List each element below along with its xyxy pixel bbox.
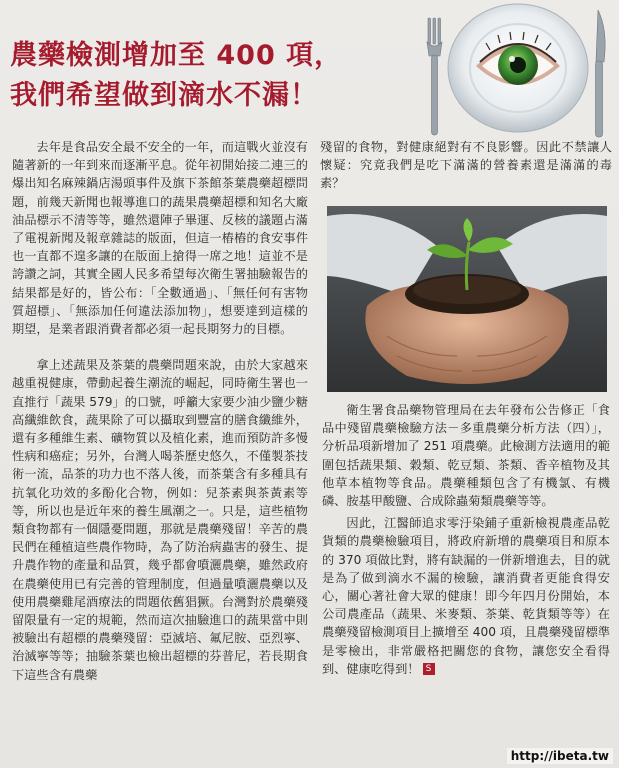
paragraph-text: 因此，江醫師追求零汙染鋪子重新檢視農產品乾貨類的農藥檢驗項目，將政府新增的農藥項目和原本的 370 項做比對，將有缺漏的一併新增進去，目的就是為了做到滴水不漏的檢驗，讓消費者更能食得安心，關心著社會大眾的健康！即今年四月份開始，本公司農產品（蔬果、米麥類、茶葉、乾貨類等等）在農藥殘留檢測項目上擴增至 400 項，且農藥殘留標準是零檢出，非常嚴格把關您的食物，讓您安全看得到、健康吃得到！: [322, 516, 610, 676]
watermark: http://ibeta.tw: [507, 748, 613, 764]
paragraph: 拿上述蔬果及茶葉的農藥問題來說，由於大家越來越重視健康，帶動起養生潮流的崛起，同時衛生署也一直推行「蔬果 579」的口號，呼籲大家要少油少鹽少糖高纖維飲食，蔬果除了可以攝取到豐富的膳食纖維外，還有多種維生素、礦物質以及植化素，進而預防許多慢性病和癌症；另外，台灣人喝茶歷史悠久，不僅製茶技術一流，品茶的功力也不落人後，而茶葉含有多種具有抗氧化功效的多酚化合物，例如：兒茶素與茶黃素等等，所以也是近年來的養生風潮之一。只是，這些植物類食物都有一個隱憂問題，那就是農藥殘留！辛苦的農民們在種植這些農作物時，為了防治病蟲害的發生、提升農作物的產量和品質，幾乎都會噴灑農藥，雖然政府在農藥使用已有完善的管理制度，但過量噴灑農藥以及使用農藥雞尾酒療法的問題依舊猖獗。台灣對於農藥殘留限量有一定的規範，然而這次抽驗進口的蔬果當中則被驗出有超標的農藥殘留：亞滅培、氟尼胺、亞烈寧、治滅寧等等；抽驗茶葉也檢出超標的芬普尼，若長期食下這些含有農藥: [12, 358, 308, 682]
right-column-top: [320, 138, 612, 193]
paragraph: 衛生署食品藥物管理局在去年發布公告修正「食品中殘留農藥檢驗方法－多重農藥分析方法（四）」，分析品項新增加了 251 項農藥。此檢測方法適用的範圍包括蔬果類、穀類、乾豆類、茶類、香辛植物及其他草本植物等食品。農藥種類包含了有機氯、有機磷、胺基甲酸鹽、合成除蟲菊類農藥等等。: [322, 403, 610, 509]
headline-line-2: 我們希望做到滴水不漏！: [10, 80, 318, 111]
left-column: [12, 138, 308, 684]
right-column-bottom: [322, 401, 610, 678]
end-mark-icon: S: [423, 663, 435, 675]
paragraph: 去年是食品安全最不安全的一年，而這戰火並沒有隨著新的一年到來而逐漸平息。從年初開始接二連三的爆出知名麻辣鍋店湯頭事件及旗下茶館茶葉農藥超標問題，前幾天新聞也報導進口的蔬果農藥超標和知名大廠油品標示不清等等，雖然還陣子畢運、反核的議題占滿了電視新聞及報章雜誌的版面，但這一樁樁的食安事件也一直都不遑多讓的在版面上搶得一席之地！這並不是誇讚之詞，其實全國人民多希望每次衛生署抽驗報告的結果都是好的，皆公布：「全數通過」、「無任何有害物質超標」、「無添加任何違法添加物」，想要達到這樣的期望，是業者跟消費者都必須一起長期努力的目標。: [12, 140, 308, 337]
seedling-photo: [327, 206, 607, 392]
paragraph: 殘留的食物，對健康絕對有不良影響。因此不禁讓人懷疑：究竟我們是吃下滿滿的營養素還是滿滿的毒素？: [320, 140, 612, 191]
paragraph: [322, 514, 610, 678]
headline: [10, 36, 430, 116]
eye-plate-icon: [418, 0, 619, 150]
headline-line-1: 農藥檢測增加至 400 項，: [10, 40, 343, 71]
